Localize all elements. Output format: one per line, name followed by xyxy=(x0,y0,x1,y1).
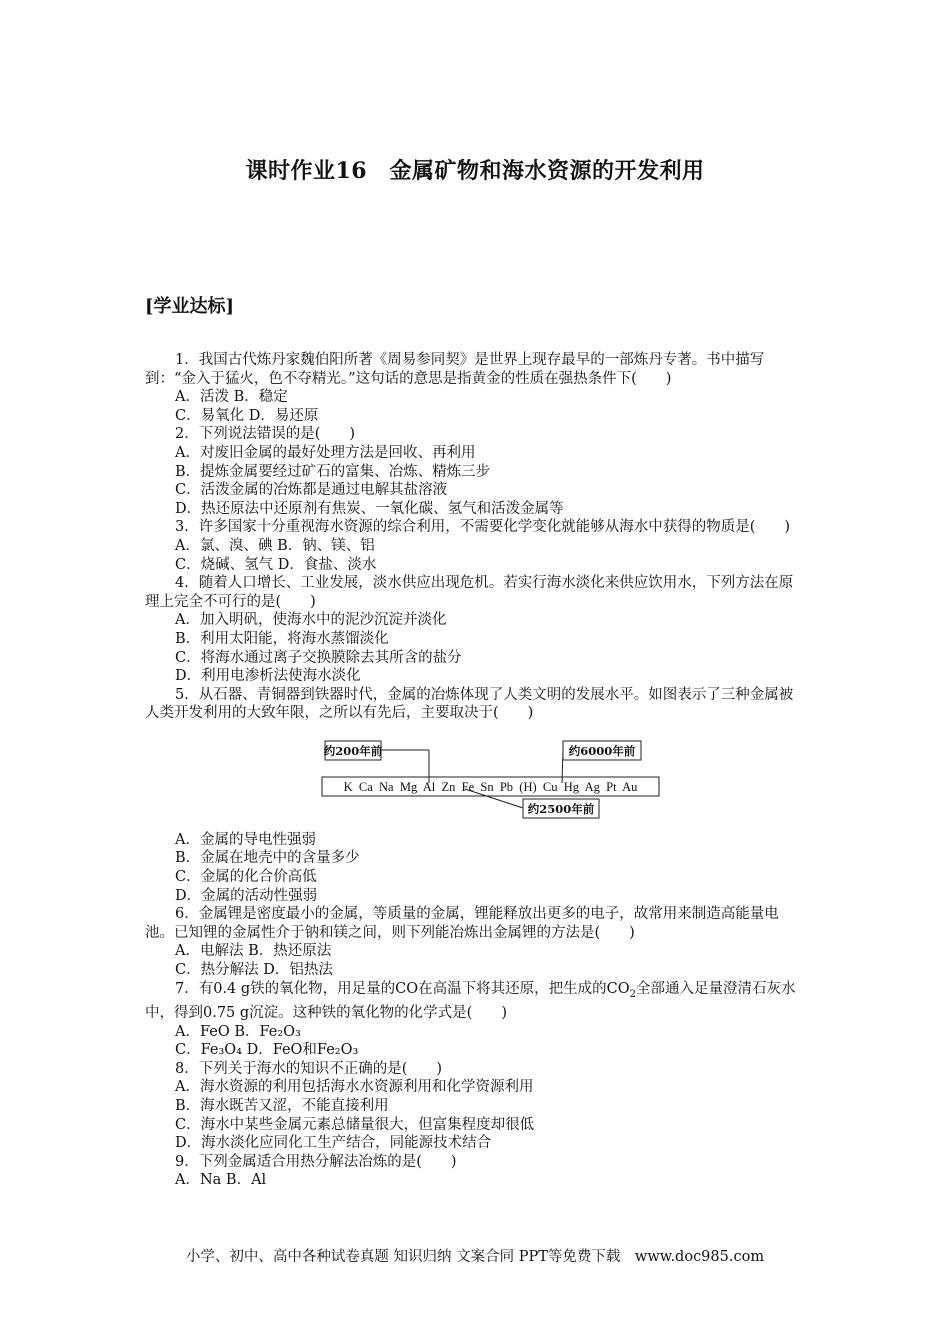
q7-stem-part1: 7．有0.4 g铁的氧化物，用足量的CO在高温下将其还原，把生成的CO xyxy=(175,980,630,997)
q3-stem: 3．许多国家十分重视海水资源的综合利用，不需要化学变化就能够从海水中获得的物质是( ) xyxy=(175,519,791,536)
q4-option-a: A．加入明矾，使海水中的泥沙沉淀并淡化 xyxy=(175,612,447,629)
q7-options-cd: C．Fe₃O₄ D．FeO和Fe₂O₃ xyxy=(175,1042,359,1059)
page-title: 课时作业16 金属矿物和海水资源的开发利用 xyxy=(245,158,705,184)
q5-option-c: C．金属的化合价高低 xyxy=(175,869,317,886)
metal-activity-figure xyxy=(145,723,805,831)
q8-option-d: D．海水淡化应同化工生产结合，同能源技术结合 xyxy=(175,1135,492,1152)
q4-stem: 4．随着人口增长、工业发展，淡水供应出现危机。若实行海水淡化来供应饮用水，下列方法在原理上完全不可行的是( ) xyxy=(145,575,794,610)
q9-stem: 9．下列金属适合用热分解法冶炼的是( ) xyxy=(175,1153,457,1170)
footer-text: 小学、初中、高中各种试卷真题 知识归纳 文案合同 PPT等免费下载 www.doc985.com xyxy=(185,1249,765,1265)
q3-options-cd: C．烧碱、氢气 D．食盐、淡水 xyxy=(175,556,377,573)
q8-stem: 8．下列关于海水的知识不正确的是( ) xyxy=(175,1060,443,1077)
section-heading: [学业达标] xyxy=(145,296,235,317)
q8-option-b: B．海水既苦又涩，不能直接利用 xyxy=(175,1098,389,1115)
q7-stem-part2: 全部通入足量澄清石灰水中，得到0.75 g沉淀。这种铁的氧化物的化学式是( ) xyxy=(145,980,796,1022)
q5-option-b: B．金属在地壳中的含量多少 xyxy=(175,850,360,867)
q1-options-cd: C．易氧化 D．易还原 xyxy=(175,407,319,424)
q5-stem: 5．从石器、青铜器到铁器时代，金属的冶炼体现了人类文明的发展水平。如图表示了三种金属被人类开发利用的大致年限，之所以有先后，主要取决于( ) xyxy=(145,686,794,722)
activity-series-text: K Ca Na Mg Al Zn Fe Sn Pb (H) Cu Hg Ag Pt Au xyxy=(343,779,638,794)
q7-stem: 7．有0.4 g铁的氧化物，用足量的CO在高温下将其还原，把生成的$CO_2$全部通入足量澄清石灰水中，得到0.75 g沉淀。这种铁的氧化物的化学式是( ) xyxy=(145,980,796,1022)
q4-option-b: B．利用太阳能，将海水蒸馏淡化 xyxy=(175,630,389,647)
q6-options-cd: C．热分解法 D．铝热法 xyxy=(175,962,333,979)
q9-options-ab: A．Na B．Al xyxy=(175,1172,267,1189)
q8-option-a: A．海水资源的利用包括海水水资源利用和化学资源利用 xyxy=(175,1079,534,1096)
q5-option-a: A．金属的导电性强弱 xyxy=(175,831,316,848)
q5-option-d: D．金属的活动性强弱 xyxy=(175,887,318,904)
q2-option-c: C．活泼金属的冶炼都是通过电解其盐溶液 xyxy=(175,482,448,499)
q8-option-c: C．海水中某些金属元素总储量很大，但富集程度却很低 xyxy=(175,1116,535,1133)
q6-stem: 6．金属锂是密度最小的金属，等质量的金属，锂能释放出更多的电子，故常用来制造高能量电池。已知锂的金属性介于钠和镁之间，则下列能冶炼出金属锂的方法是( ) xyxy=(145,906,779,941)
q1-options-ab: A．活泼 B．稳定 xyxy=(175,389,288,406)
q4-option-d: D．利用电渗析法使海水淡化 xyxy=(175,668,361,685)
q1-stem: 1．我国古代炼丹家魏伯阳所著《周易参同契》是世界上现存最早的一部炼丹专著。书中描写到：“金入于猛火，色不夺精光。”这句话的意思是指黄金的性质在强热条件下( ) xyxy=(145,352,765,387)
q2-option-a: A．对废旧金属的最好处理方法是回收、再利用 xyxy=(175,444,476,461)
q3-options-ab: A．氯、溴、碘 B．钠、镁、铝 xyxy=(175,537,375,554)
q7-options-ab: A．FeO B．Fe₂O₃ xyxy=(175,1023,301,1040)
label-al: 约200年前 xyxy=(323,743,383,758)
q2-stem: 2．下列说法错误的是( ) xyxy=(175,426,356,443)
label-fe: 约2500年前 xyxy=(527,801,595,816)
question-list xyxy=(145,351,805,1190)
q2-option-b: B．提炼金属要经过矿石的富集、冶炼、精炼三步 xyxy=(175,463,491,480)
q4-option-c: C．将海水通过离子交换膜除去其所含的盐分 xyxy=(175,649,462,666)
q2-option-d: D．热还原法中还原剂有焦炭、一氧化碳、氢气和活泼金属等 xyxy=(175,500,564,517)
label-cu: 约6000年前 xyxy=(568,743,636,758)
q6-options-ab: A．电解法 B．热还原法 xyxy=(175,943,332,960)
